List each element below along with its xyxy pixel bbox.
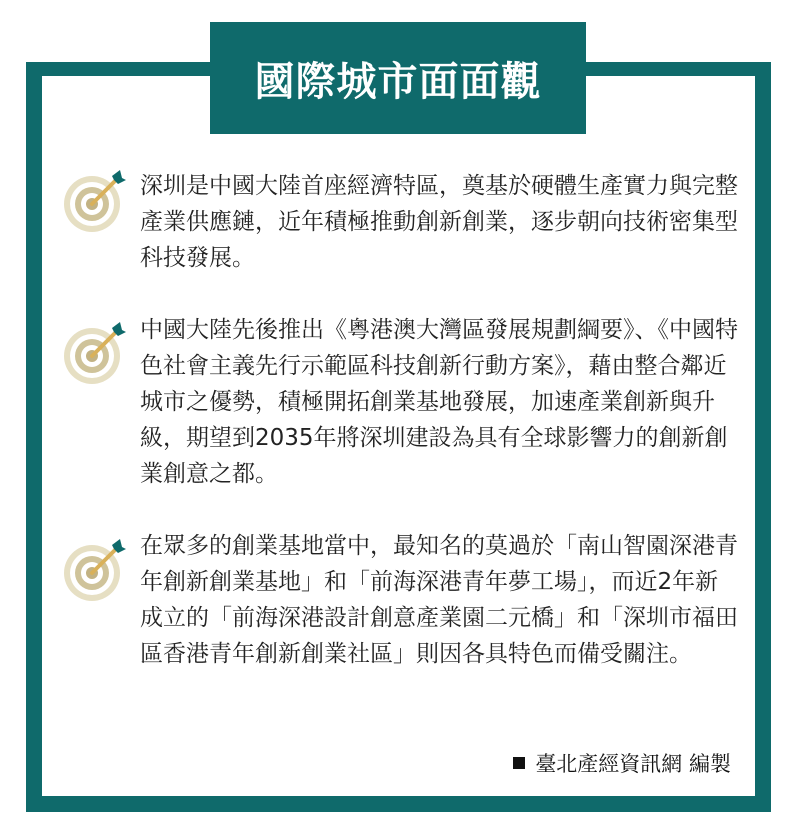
info-paragraph-1: 深圳是中國大陸首座經濟特區，奠基於硬體生產實力與完整產業供應鏈，近年積極推動創新創業，逐步朝向技術密集型科技發展。 <box>140 173 738 271</box>
source-credit <box>513 748 731 778</box>
square-bullet-icon <box>513 757 525 769</box>
info-paragraph-3: 在眾多的創業基地當中，最知名的莫過於「南山智園深港青年創新創業基地」和「前海深港青年夢工場」，而近2年新成立的「前海深港設計創意產業園二元橋」和「深圳市福田區香港青年創新創業社區」則因各具特色而備受關注。 <box>140 533 738 667</box>
target-dart-icon <box>62 320 128 386</box>
info-paragraph-2: 中國大陸先後推出《粵港澳大灣區發展規劃綱要》、《中國特色社會主義先行示範區科技創新行動方案》，藉由整合鄰近城市之優勢，積極開拓創業基地發展，加速產業創新與升級，期望到2035年將深圳建設為具有全球影響力的創新創業創意之都。 <box>140 317 738 487</box>
target-dart-icon <box>62 537 128 603</box>
target-dart-icon <box>62 168 128 234</box>
page-title: 國際城市面面觀 <box>210 22 586 134</box>
source-credit-text: 臺北產經資訊網 編製 <box>535 752 731 776</box>
